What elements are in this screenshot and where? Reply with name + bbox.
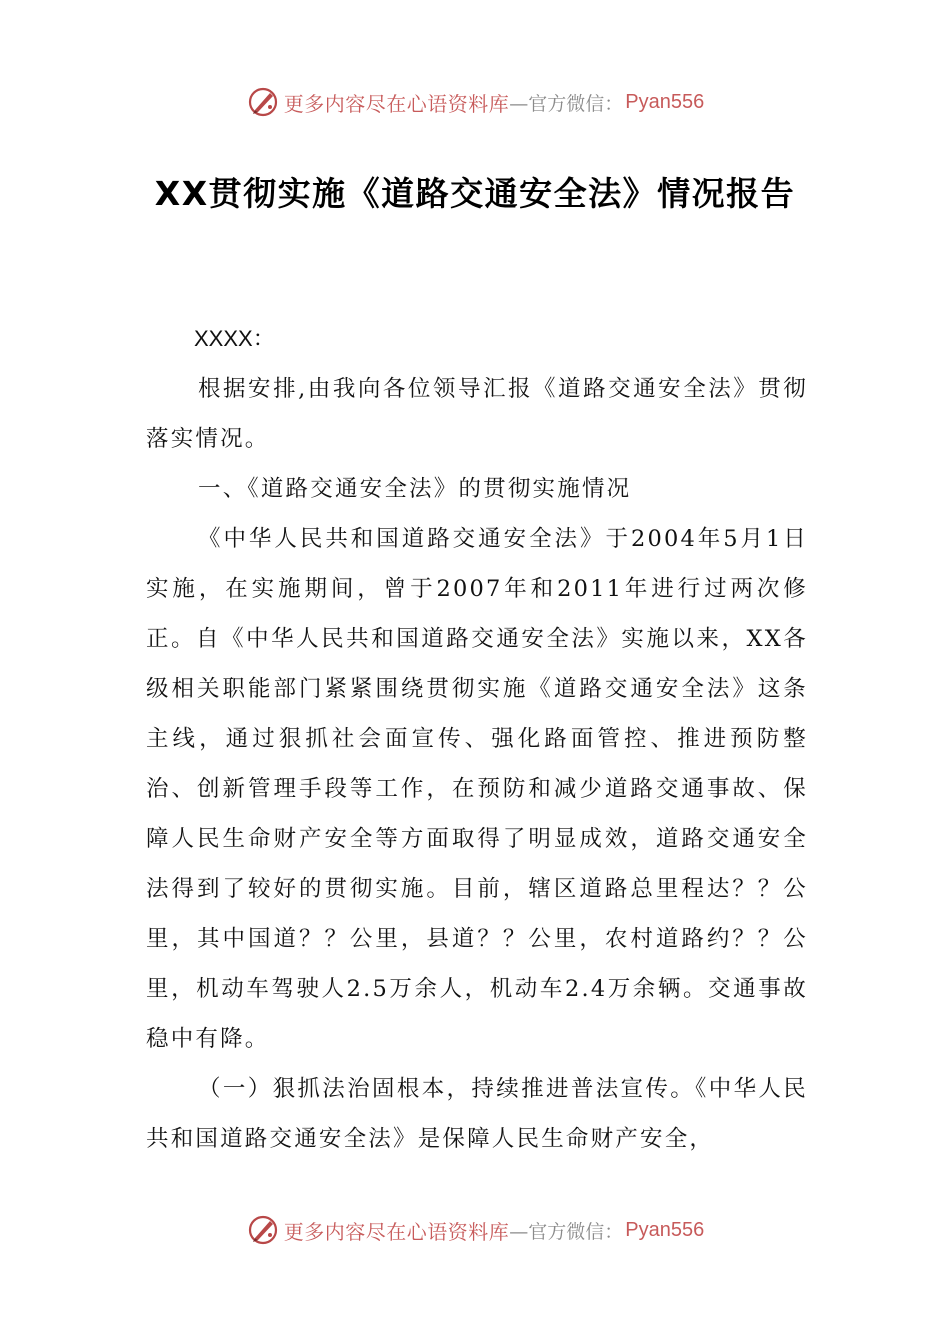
subsection-heading-1: （一）狠抓法治固根本，持续推进普法宣传。《中华人民共和国道路交通安全法》是保障人民生命财产安全， [146,1076,808,1152]
paragraph-implementation: 《中华人民共和国道路交通安全法》于2004年5月1日实施，在实施期间，曾于2007年和2011年进行过两次修正。自《中华人民共和国道路交通安全法》实施以来，XX各级相关职能部门紧紧围绕贯彻实施《道路交通安全法》这条主线，通过狠抓社会面宣传、强化路面管控、推进预防整治、创新管理手段等工作，在预防和减少道路交通事故、保障人民生命财产安全等方面取得了明显成效，道路交通安全法得到了较好的贯彻实施。目前，辖区道路总里程达？？公里，其中国道？？公里，县道？？公里，农村道路约？？公里，机动车驾驶人2.5万余人，机动车2.4万余辆。交通事故稳中有降。 [146,526,808,1052]
document-title: XX贯彻实施《道路交通安全法》情况报告 [154,174,796,213]
banner-contact: —官方微信： [509,92,624,115]
header-watermark-banner [0,82,950,122]
pen-logo-icon [246,1213,280,1247]
banner-text: 更多内容尽在心语资料库 [283,91,510,116]
pen-logo-icon [246,85,280,119]
document-body [146,314,808,1164]
banner-text: 更多内容尽在心语资料库 [283,1219,510,1244]
banner-wechat-id: Pyan556 [625,90,705,113]
paragraph-intro: 根据安排,由我向各位领导汇报《道路交通安全法》贯彻落实情况。 [146,376,808,452]
section-heading-1: 一、《道路交通安全法》的贯彻实施情况 [198,476,632,502]
footer-watermark-banner [0,1210,950,1250]
salutation: XXXX： [194,326,275,351]
banner-wechat-id: Pyan556 [625,1218,705,1241]
banner-contact: —官方微信： [509,1220,624,1243]
